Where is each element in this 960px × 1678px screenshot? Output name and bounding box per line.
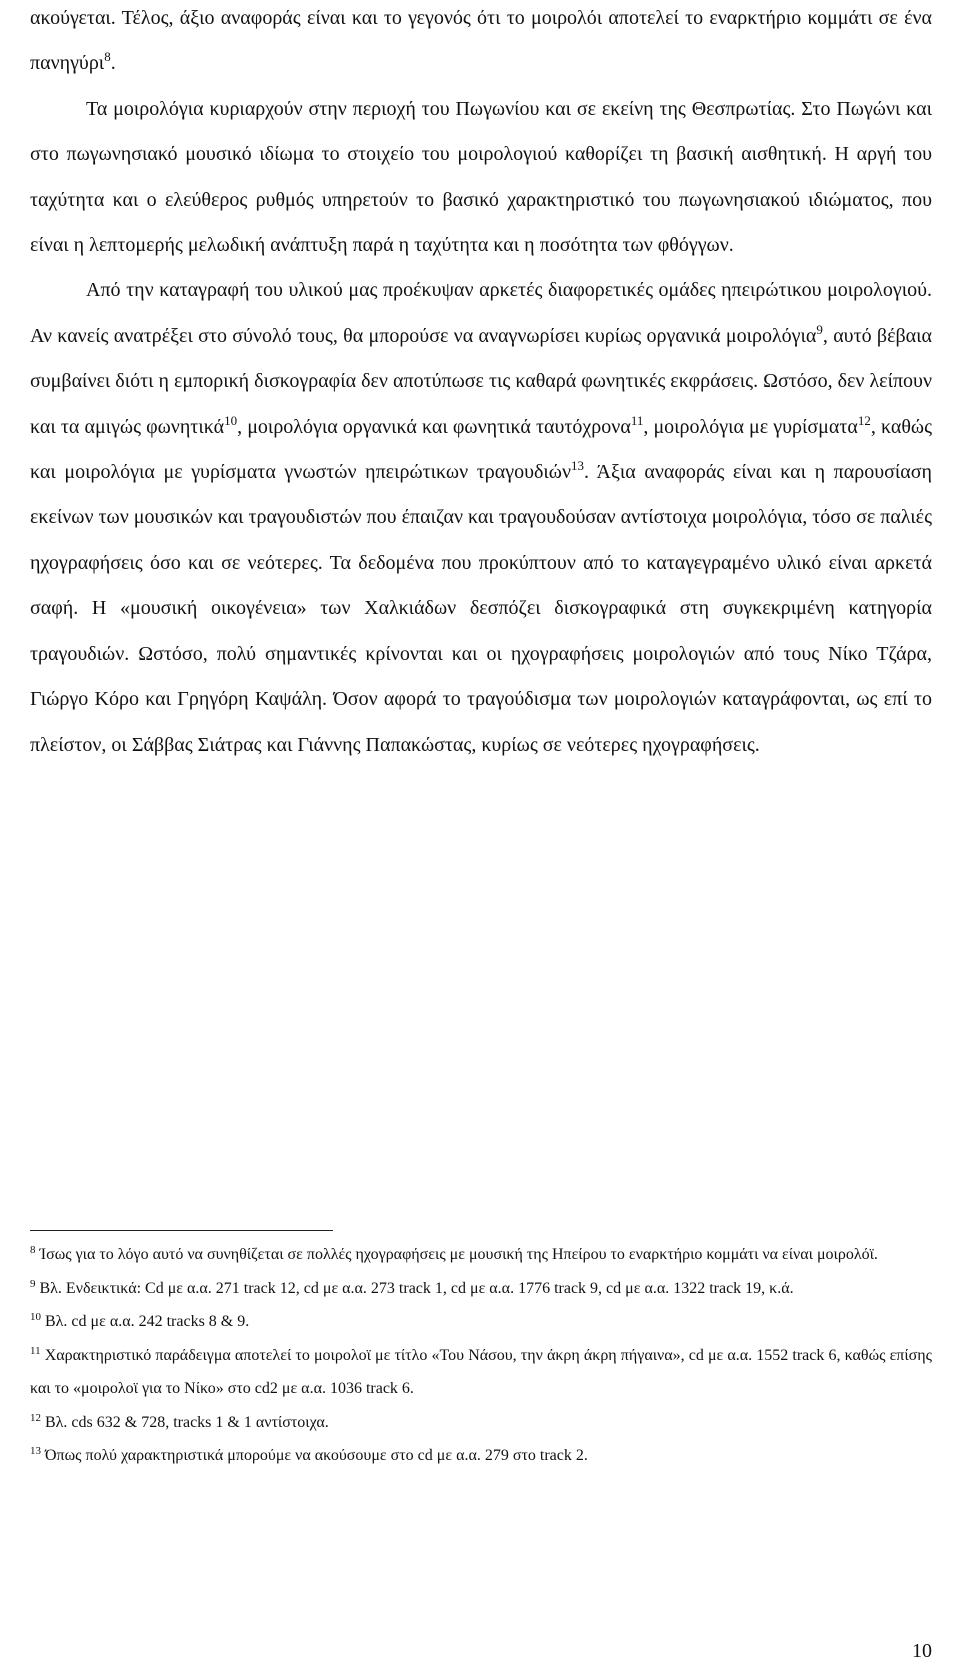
footnote-text: Βλ. cd με α.α. 242 tracks 8 & 9. bbox=[41, 1313, 250, 1330]
footnote-text: Βλ. Ενδεικτικά: Cd με α.α. 271 track 12, cd με α.α. 273 track 1, cd με α.α. 1776 track 9, cd με α.α. 1322 track 19, κ.ά. bbox=[35, 1279, 794, 1297]
paragraph-3 bbox=[30, 268, 932, 767]
footnote-number: 12 bbox=[30, 1411, 41, 1424]
footnote-13 bbox=[30, 1439, 932, 1473]
footnote-number: 11 bbox=[30, 1344, 41, 1357]
paragraph-1-text: ακούγεται. Τέλος, άξιο αναφοράς είναι και το γεγονός ότι το μοιρολόι αποτελεί το εναρκτήριο κομμάτι σε ένα πανηγύρι bbox=[30, 7, 932, 75]
paragraph-1-end: . bbox=[110, 52, 116, 75]
footnote-9 bbox=[30, 1272, 932, 1306]
paragraph-3-text-c: , μοιρολόγια οργανικά και φωνητικά ταυτόχρονα bbox=[237, 415, 631, 438]
footnote-ref-9[interactable]: 9 bbox=[816, 321, 823, 337]
footnote-text: Όπως πολύ χαρακτηριστικά μπορούμε να ακούσουμε στο cd με α.α. 279 στο track 2. bbox=[41, 1447, 588, 1464]
footnote-ref-12[interactable]: 12 bbox=[857, 412, 871, 428]
footnote-number: 9 bbox=[30, 1277, 36, 1290]
footnote-ref-13[interactable]: 13 bbox=[571, 458, 584, 474]
paragraph-1 bbox=[30, 0, 932, 87]
footnote-ref-11[interactable]: 11 bbox=[630, 412, 644, 428]
paragraph-3-text-b: , αυτό βέβαια συμβαίνει διότι η εμπορική δισκογραφία δεν αποτύπωσε τις καθαρά φωνητικές εκφράσεις. Ωστόσο, δεν λείπουν και τα αμιγώς φωνητικά bbox=[30, 324, 932, 438]
paragraph-3-text-a: Από την καταγραφή του υλικού μας προέκυψαν αρκετές διαφορετικές ομάδες ηπειρώτικου μοιρολογιού. Αν κανείς ανατρέξει στο σύνολό τους, θα μπορούσε να αναγνωρίσει κυρίως οργανικά μοιρολόγια bbox=[30, 279, 932, 347]
page-number: 10 bbox=[912, 1640, 932, 1662]
footnote-ref-10[interactable]: 10 bbox=[224, 412, 238, 428]
footnote-10 bbox=[30, 1305, 932, 1339]
footnote-text: Ίσως για το λόγο αυτό να συνηθίζεται σε πολλές ηχογραφήσεις με μουσική της Ηπείρου το εναρκτήριο κομμάτι να είναι μοιρολόϊ. bbox=[35, 1246, 878, 1263]
footnote-12 bbox=[30, 1406, 932, 1440]
footnote-8 bbox=[30, 1238, 932, 1272]
footnote-number: 10 bbox=[30, 1311, 41, 1323]
paragraph-3-text-d: , μοιρολόγια με γυρίσματα bbox=[643, 415, 858, 438]
footnote-ref-8[interactable]: 8 bbox=[104, 49, 111, 65]
footnote-text: Χαρακτηριστικό παράδειγμα αποτελεί το μοιρολοϊ με τίτλο «Του Νάσου, την άκρη άκρη πήγαινα», cd με α.α. 1552 track 6, καθώς επίσης και το «μοιρολοϊ για το Νίκο» στο cd2 με α.α. 1036 track 6. bbox=[30, 1346, 932, 1397]
paragraph-2: Τα μοιρολόγια κυριαρχούν στην περιοχή του Πωγωνίου και σε εκείνη της Θεσπρωτίας. Στο Πωγώνι και στο πωγωνησιακό μουσικό ιδίωμα το στοιχείο του μοιρολογιού καθορίζει τη βασική αισθητική. Η αργή του ταχύτητα και ο ελεύθερος ρυθμός υπηρετούν το βασικό χαρακτηριστικό του πωγωνησιακού ιδιώματος, που είναι η λεπτομερής μελωδική ανάπτυξη παρά η ταχύτητα και η ποσότητα των φθόγγων. bbox=[30, 97, 932, 257]
paragraph-3-text-e: , καθώς και μοιρολόγια με γυρίσματα γνωστών ηπειρώτικων τραγουδιών bbox=[30, 415, 933, 484]
paragraph-3-text-f: . Άξια αναφοράς είναι και η παρουσίαση εκείνων των μουσικών και τραγουδιστών που έπαιζαν και τραγουδούσαν αντίστοιχα μοιρολόγια, τόσο σε παλιές ηχογραφήσεις όσο και σε νεότερες. Τα δεδομένα που προκύπτουν από το καταγεγραμένο υλικό είναι αρκετά σαφή. Η «μουσική οικογένεια» των Χαλκιάδων δεσπόζει δισκογραφικά στη συγκεκριμένη κατηγορία τραγουδιών. Ωστόσο, πολύ σημαντικές κρίνονται και οι ηχογραφήσεις μοιρολογιών από τους Νίκο Τζάρα, Γιώργο Κόρο και Γρηγόρη Καψάλη. Όσον αφορά το τραγούδισμα των μοιρολογιών καταγράφονται, ως επί το πλείστον, οι Σάββας Σιάτρας και Γιάννης Παπακώστας, κυρίως σε νεότερες ηχογραφήσεις. bbox=[30, 461, 932, 756]
document-page bbox=[30, 0, 933, 1662]
footnotes bbox=[30, 1238, 932, 1473]
footnote-number: 8 bbox=[30, 1244, 36, 1256]
footnote-text: Βλ. cds 632 & 728, tracks 1 & 1 αντίστοιχα. bbox=[41, 1413, 329, 1431]
footnote-11 bbox=[30, 1339, 932, 1406]
footnote-separator bbox=[30, 1230, 333, 1231]
footnote-number: 13 bbox=[30, 1445, 41, 1457]
